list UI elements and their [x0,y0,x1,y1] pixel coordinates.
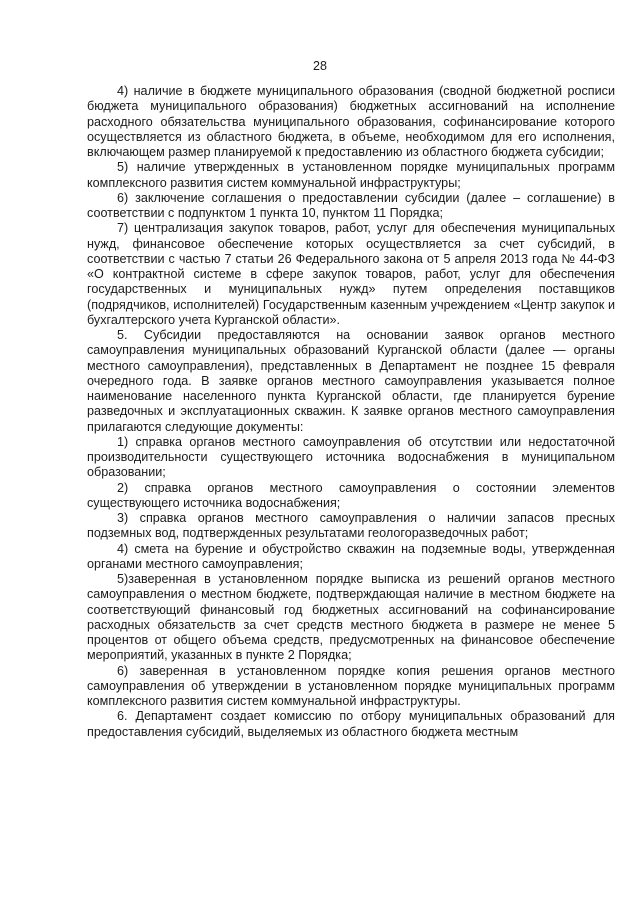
paragraph-doc-5-budget-extract: 5)заверенная в установленном порядке выписка из решений органов местного самоуправления о местном бюджете, подтверждающая наличие в местном бюджете на соответствующий финансовый год бюджетных ассигнований на софинансирование расходных обязательств за счет средств местного бюджета в размере не менее 5 процентов от общего объема средств, предусмотренных на финансовое обеспечение мероприятий, указанных в пункте 2 Порядка; [87,572,615,663]
paragraph-doc-2-water-source-state: 2) справка органов местного самоуправления о состоянии элементов существующего источника водоснабжения; [87,480,615,510]
paragraph-doc-1-water-source-reference: 1) справка органов местного самоуправления об отсутствии или недостаточной производительности существующего источника водоснабжения в муниципальном образовании; [87,434,615,480]
paragraph-doc-3-groundwater-reserves: 3) справка органов местного самоуправления о наличии запасов пресных подземных вод, подтвержденных результатами геологоразведочных работ; [87,511,615,541]
paragraph-item-6-agreement: 6) заключение соглашения о предоставлении субсидии (далее – соглашение) в соответствии с подпунктом 1 пункта 10, пунктом 11 Порядка; [87,190,615,220]
paragraph-section-6-commission: 6. Департамент создает комиссию по отбору муниципальных образований для предоставления субсидий, выделяемых из областного бюджета местным [87,709,615,739]
paragraph-item-7-centralized-procurement: 7) централизация закупок товаров, работ, услуг для обеспечения муниципальных нужд, финансовое обеспечение которых осуществляется за счет субсидий, в соответствии с частью 7 статьи 26 Федерального закона от 5 апреля 2013 года № 44-ФЗ «О контрактной системе в сфере закупок товаров, работ, услуг для обеспечения государственных и муниципальных нужд» путем определения поставщиков (подрядчиков, исполнителей) Государственным казенным учреждением «Центр закупок и бухгалтерского учета Курганской области». [87,221,615,327]
page-number: 28 [313,59,327,73]
paragraph-doc-4-drilling-estimate: 4) смета на бурение и обустройство скважин на подземные воды, утвержденная органами местного самоуправления; [87,541,615,571]
paragraph-item-5-municipal-programs: 5) наличие утвержденных в установленном порядке муниципальных программ комплексного развития систем коммунальной инфраструктуры; [87,160,615,190]
paragraph-doc-6-decision-copy: 6) заверенная в установленном порядке копия решения органов местного самоуправления об утверждении в установленном порядке муниципальных программ комплексного развития систем коммунальной инфраструктуры. [87,663,615,708]
paragraph-section-5-applications: 5. Субсидии предоставляются на основании заявок органов местного самоуправления муниципальных образований Курганской области (далее — органы местного самоуправления), представленных в Департамент не позднее 15 февраля очередного года. В заявке органов местного самоуправления указывается полное наименование населенного пункта Курганской области, где планируется бурение разведочных и эксплуатационных скважин. К заявке органов местного самоуправления прилагаются следующие документы: [87,328,615,434]
document-body [87,84,615,740]
paragraph-item-4-budget-allocations: 4) наличие в бюджете муниципального образования (сводной бюджетной росписи бюджета муниципального образования) бюджетных ассигнований на исполнение расходного обязательства муниципального образования, софинансирование которого осуществляется из областного бюджета, в объеме, необходимом для его исполнения, включающем размер планируемой к предоставлению из областного бюджета субсидии; [87,84,615,159]
